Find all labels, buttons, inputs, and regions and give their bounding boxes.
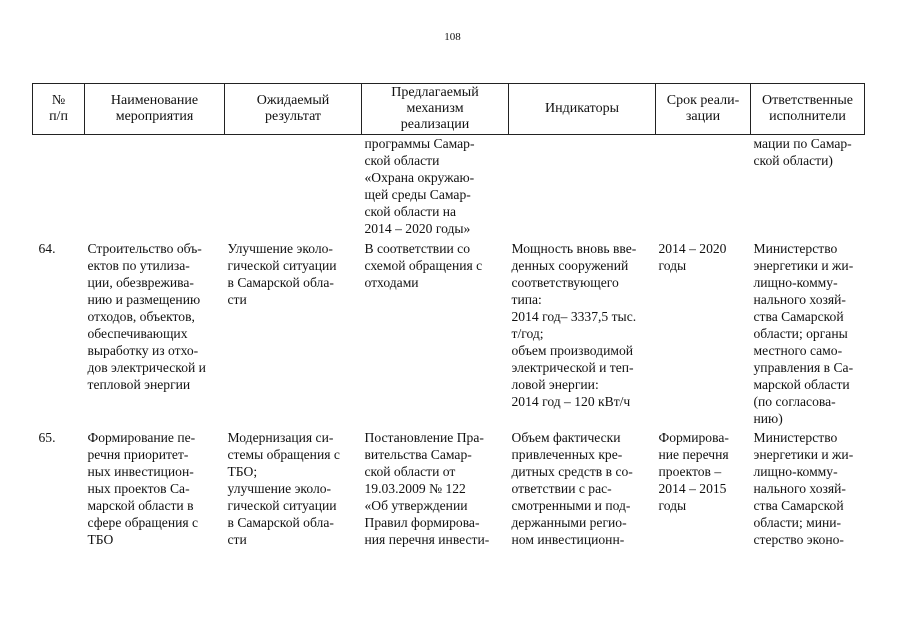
table-row [33,237,865,427]
header-measure-name: Наименование мероприятия [85,84,225,135]
mechanism: В соответствии со схемой обращения с отходами [364,241,483,290]
indicators: Объем фактически привлеченных кре- дитных средств в со- ответствии с рас- смотренными и под- держанными регио- ном инвестиционн- [511,430,633,547]
header-indicators: Индикаторы [509,84,656,135]
expected-result: Улучшение эколо- гической ситуации в Самарской обла- сти [227,241,337,307]
measure-name: Строительство объ- ектов по утилиза- ции, обезврежива- нию и размещению отходов, объектов, обеспечивающих выработку из отхо- дов электрической и тепловой энергии [87,241,206,392]
table-row [33,427,865,548]
row-number: 64. [38,241,56,256]
expected-result: Модернизация си- стемы обращения с ТБО; улучшение эколо- гической ситуации в Самарской обла- сти [227,430,340,547]
indicators: Мощность вновь вве- денных сооружений соответствующего типа: 2014 год– 3337,5 тыс. т/год; объем производимой электрической и теп- ловой энергии: 2014 год – 120 кВт/ч [511,241,637,409]
row-number: 65. [38,430,56,445]
measures-table [32,83,865,548]
executors: Министерство энергетики и жи- лищно-комму- нального хозяй- ства Самарской области; мини- стерство эконо- [753,430,854,547]
header-expected-result: Ожидаемый результат [225,84,362,135]
expected-result [225,135,362,238]
measure-name: Формирование пе- речня приоритет- ных инвестицион- ных проектов Са- марской области в сфере обращения с ТБО [87,430,199,547]
term: Формирова- ние перечня проектов – 2014 – 2015 годы [658,430,729,513]
header-executors: Ответственные исполнители [751,84,865,135]
header-term: Срок реали- зации [656,84,751,135]
term: 2014 – 2020 годы [658,241,727,273]
measure-name [85,135,225,238]
table-row [33,135,865,238]
row-number [33,135,85,238]
term [656,135,751,238]
mechanism: Постановление Пра- вительства Самар- ской области от 19.03.2009 № 122 «Об утверждении Правил формирова- ния перечня инвести- [364,430,490,547]
table-header-row [33,84,865,135]
page-number: 108 [444,31,461,43]
header-number: № п/п [33,84,85,135]
executors: мации по Самар- ской области) [753,136,852,168]
mechanism: программы Самар- ской области «Охрана окружаю- щей среды Самар- ской области на 2014 – 2020 годы» [364,136,475,236]
executors: Министерство энергетики и жи- лищно-комму- нального хозяй- ства Самарской области; органы местного само- управления в Са- марской области (по согласова- нию) [753,241,854,426]
header-mechanism: Предлагаемый механизм реализации [362,84,509,135]
indicators [509,135,656,238]
